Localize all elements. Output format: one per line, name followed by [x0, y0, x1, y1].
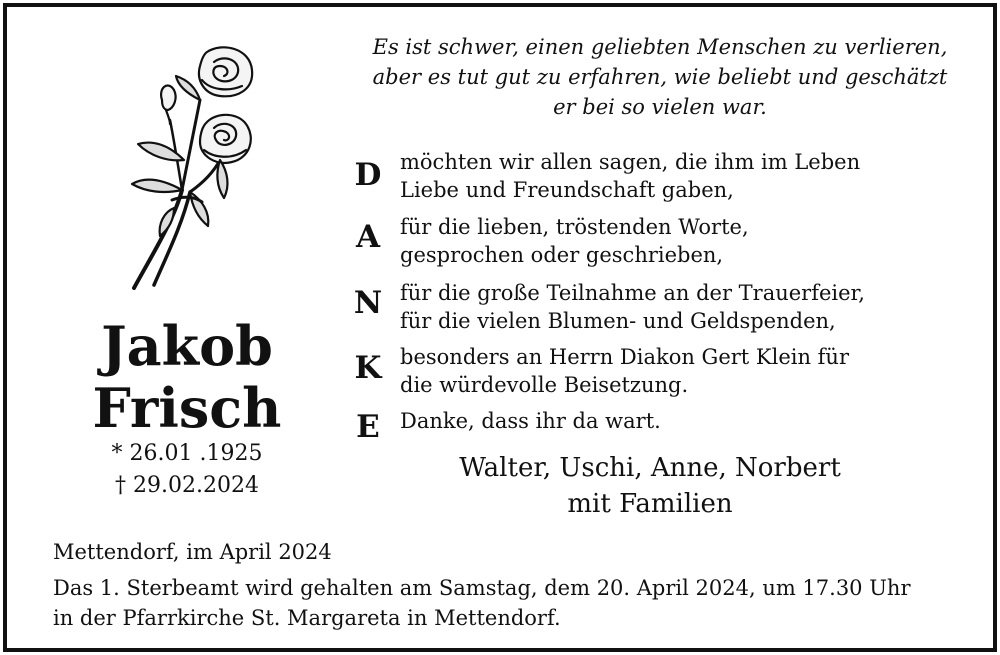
danke-line: für die vielen Blumen- und Geldspenden, [400, 309, 836, 333]
signature-families: mit Familien [567, 489, 733, 519]
danke-text [400, 279, 865, 335]
danke-line: die würdevolle Beisetzung. [400, 373, 689, 397]
rose-icon [112, 40, 262, 295]
danke-row-n [348, 279, 948, 339]
danke-row-d [348, 148, 948, 208]
quote-line: aber es tut gut zu erfahren, wie beliebt und geschätzt [372, 65, 948, 89]
danke-line: Danke, dass ihr da wart. [400, 409, 661, 433]
danke-letter: K [354, 350, 382, 386]
danke-line: Liebe und Freundschaft gaben, [400, 178, 734, 202]
danke-line: gesprochen oder geschrieben, [400, 243, 724, 267]
quote [340, 32, 980, 122]
death-date: † 29.02.2024 [115, 473, 259, 498]
deceased-last-name: Frisch [92, 376, 282, 440]
danke-text [400, 148, 860, 204]
signature-names: Walter, Uschi, Anne, Norbert [459, 453, 841, 483]
danke-letter: D [354, 157, 382, 193]
place-date: Mettendorf, im April 2024 [53, 540, 332, 564]
danke-text [400, 343, 849, 399]
deceased-first-name: Jakob [101, 314, 273, 378]
danke-text [400, 213, 749, 269]
danke-letter: E [356, 409, 380, 445]
birth-date: * 26.01 .1925 [111, 441, 263, 466]
danke-text [400, 407, 661, 435]
service-info-line: Das 1. Sterbeamt wird gehalten am Samstag, dem 20. April 2024, um 17.30 Uhr [53, 576, 911, 600]
service-info-line: in der Pfarrkirche St. Margareta in Mettendorf. [53, 606, 561, 630]
danke-line: für die große Teilnahme an der Trauerfeier, [400, 281, 865, 305]
quote-line: Es ist schwer, einen geliebten Menschen zu verlieren, [372, 35, 948, 59]
danke-row-a [348, 213, 948, 273]
danke-letter: N [353, 285, 383, 321]
quote-line: er bei so vielen war. [553, 95, 767, 119]
danke-row-k [348, 343, 948, 403]
danke-line: für die lieben, tröstenden Worte, [400, 215, 749, 239]
danke-line: besonders an Herrn Diakon Gert Klein für [400, 345, 849, 369]
danke-letter: A [355, 219, 381, 255]
signature [400, 450, 900, 522]
danke-line: möchten wir allen sagen, die ihm im Leben [400, 150, 861, 174]
